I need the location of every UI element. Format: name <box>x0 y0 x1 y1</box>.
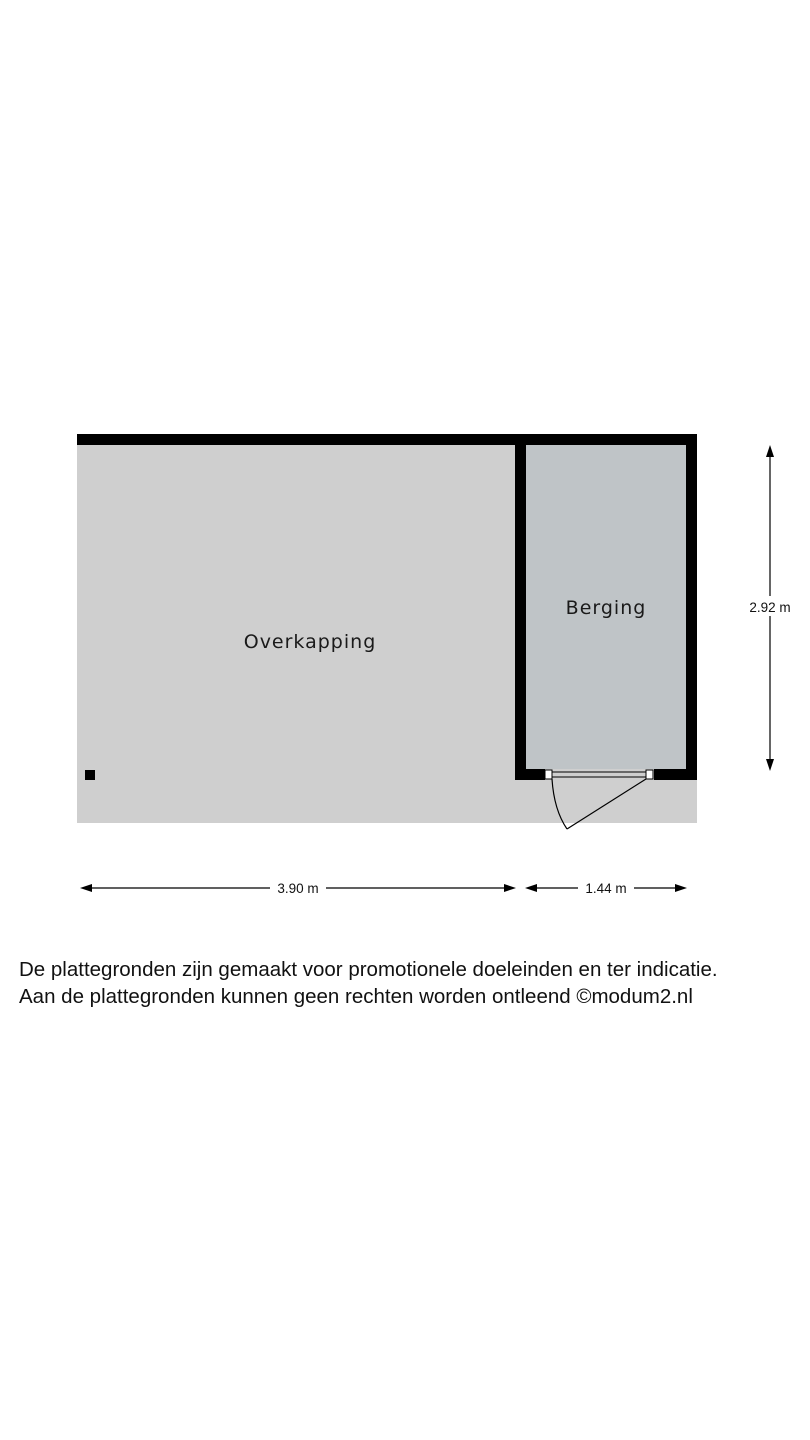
disclaimer-line-2: Aan de plattegronden kunnen geen rechten worden ontleend ©modum2.nl <box>19 985 693 1008</box>
berging-left-wall <box>515 434 526 780</box>
berging-bottom-wall-left <box>515 769 545 780</box>
dimension-label-3-90: 3.90 m <box>277 881 319 896</box>
berging-right-wall <box>686 434 697 780</box>
top-wall <box>77 434 697 445</box>
room-label-overkapping: Overkapping <box>243 631 377 653</box>
berging-bottom-wall-right <box>654 769 697 780</box>
dimension-label-2-92: 2.92 m <box>749 600 791 615</box>
dimension-overkapping-width <box>80 881 516 896</box>
disclaimer <box>19 956 809 1010</box>
dimension-height <box>749 445 790 771</box>
disclaimer-line-1: De plattegronden zijn gemaakt voor promotionele doeleinden en ter indicatie. <box>19 958 718 981</box>
room-label-berging: Berging <box>565 597 647 619</box>
dimension-berging-width <box>525 881 687 896</box>
post-marker <box>85 770 95 780</box>
dimension-label-1-44: 1.44 m <box>585 881 627 896</box>
